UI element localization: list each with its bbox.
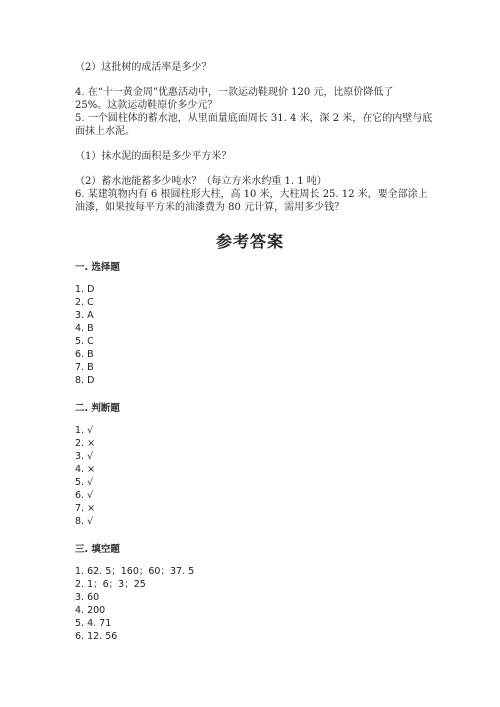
question-line: 5. 一个圆柱体的蓄水池，从里面量底面周长 31. 4 米，深 2 米，在它的内壁与底 [75, 113, 433, 124]
answer-item: 5. √ [75, 477, 94, 488]
section-heading-choice: 一. 选择题 [75, 262, 120, 273]
answer-item: 1. D [75, 284, 95, 295]
question-line: （2）这批树的成活率是多少？ [75, 62, 212, 73]
answer-item: 2. × [75, 438, 96, 449]
question-line: 25%。这款运动鞋原价多少元？ [75, 100, 218, 111]
question-line: 4. 在“十一黄金周”优惠活动中，一款运动鞋现价 120 元，比原价降低了 [75, 87, 394, 98]
answer-item: 4. B [75, 323, 94, 334]
answer-item: 3. 60 [75, 592, 100, 603]
answer-item: 1. √ [75, 425, 94, 436]
answer-item: 8. D [75, 375, 95, 386]
answer-item: 3. √ [75, 451, 94, 462]
answer-title: 参考答案 [215, 232, 284, 251]
answer-item: 7. × [75, 503, 96, 514]
answer-item: 3. A [75, 310, 94, 321]
answer-item: 1. 62. 5；160；60；37. 5 [75, 566, 195, 577]
answer-item: 4. × [75, 464, 96, 475]
answer-item: 4. 200 [75, 605, 106, 616]
answer-item: 2. C [75, 297, 94, 308]
answer-item: 2. 1；6；3；25 [75, 579, 146, 590]
answer-item: 5. 4. 71 [75, 618, 112, 629]
answer-item: 8. √ [75, 516, 94, 527]
section-heading-judge: 二. 判断题 [75, 403, 120, 414]
section-heading-fill: 三. 填空题 [75, 544, 120, 555]
question-line: （1）抹水泥的面积是多少平方米？ [75, 151, 232, 162]
question-line: （2）蓄水池能蓄多少吨水？（每立方米水约重 1. 1 吨） [75, 176, 327, 187]
question-line: 油漆，如果按每平方米的油漆费为 80 元计算，需用多少钱？ [75, 202, 345, 213]
answer-item: 7. B [75, 362, 94, 373]
answer-item: 6. B [75, 349, 94, 360]
question-line: 6. 某建筑物内有 6 根圆柱形大柱，高 10 米，大柱周长 25. 12 米，要全部涂上 [75, 189, 428, 200]
answer-item: 5. C [75, 336, 94, 347]
answer-item: 6. 12. 56 [75, 631, 118, 642]
question-line: 面抹上水泥。 [75, 126, 135, 137]
answer-item: 6. √ [75, 490, 94, 501]
